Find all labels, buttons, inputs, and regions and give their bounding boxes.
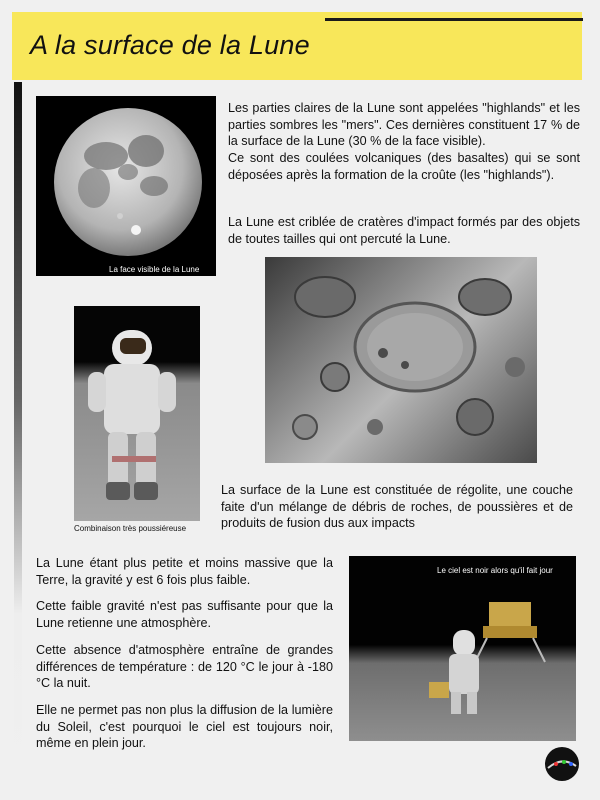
paragraph-gravite: La Lune étant plus petite et moins massive que la Terre, la gravité y est 6 fois plus faible. — [36, 556, 333, 587]
lunar-module-photo — [349, 556, 576, 741]
craters-photo — [265, 257, 537, 463]
paragraph-highlands: Les parties claires de la Lune sont appelées "highlands" et les parties sombres les "mers". Ces dernières constituent 17 % de la surface de la Lune (30 % de la face visible). — [228, 101, 580, 149]
astronaut-caption: Combinaison très poussiéreuse — [74, 524, 187, 533]
moon-caption: La face visible de la Lune — [109, 265, 200, 274]
paragraph-regolite: La surface de la Lune est constituée de régolite, une couche faite d'un mélange de débris de roches, de poussières et de produits de fusion dus aux impacts — [221, 483, 573, 531]
paragraph-basaltes: Ce sont des coulées volcaniques (des basaltes) qui se sont déposées après la formation de la croûte (les "highlands"). — [228, 151, 580, 182]
astronaut-photo — [74, 306, 200, 521]
left-gradient-bar — [14, 82, 22, 792]
paragraph-temperature: Cette absence d'atmosphère entraîne de grandes différences de température : de 120 °C le jour à -180 °C la nuit. — [36, 643, 333, 691]
paragraph-crateres: La Lune est criblée de cratères d'impact formés par des objets de toutes tailles qui ont percuté la Lune. — [228, 215, 580, 246]
sky-caption: Le ciel est noir alors qu'il fait jour — [437, 566, 553, 575]
title-underline — [325, 18, 583, 21]
paragraph-atmosphere: Cette faible gravité n'est pas suffisante pour que la Lune retienne une atmosphère. — [36, 599, 333, 630]
paragraph-ciel-noir: Elle ne permet pas non plus la diffusion de la lumière du Soleil, c'est pourquoi le ciel est toujours noir, même en plein jour. — [36, 703, 333, 751]
moon-photo — [36, 96, 216, 276]
logo — [544, 746, 580, 782]
page-title: A la surface de la Lune — [30, 30, 310, 60]
